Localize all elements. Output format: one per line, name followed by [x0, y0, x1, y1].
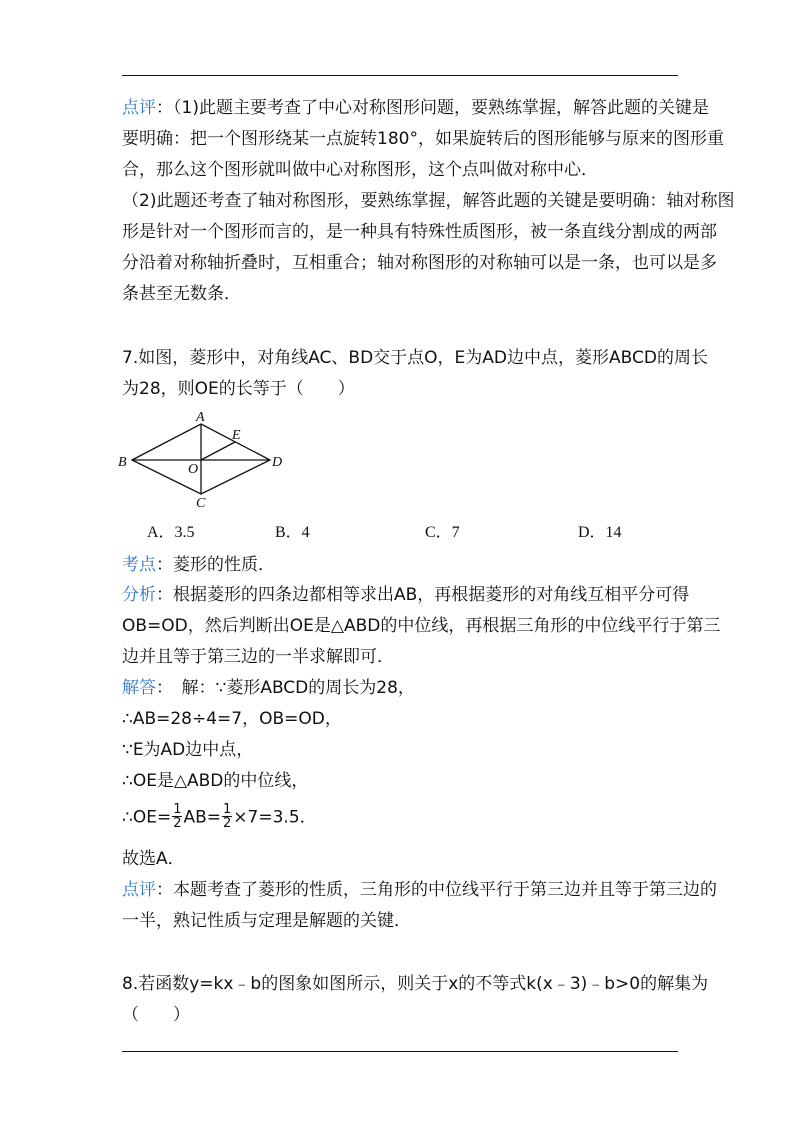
fraction-2: $\frac{1}{2}$ — [223, 802, 232, 831]
option-c: C．7 — [425, 524, 460, 541]
fenxi-line-3: 边并且等于第三边的一半求解即可． — [122, 647, 394, 667]
dianping-line-1: 点评：本题考查了菱形的性质，三角形的中位线平行于第三边并且等于第三边的 — [122, 880, 717, 900]
q8-stem-line-1: 8.若函数y=kx﹣b的图象如图所示，则关于x的不等式k(x﹣3)﹣b>0的解集为 — [122, 974, 709, 994]
review1-line-2: 要明确：把一个图形绕某一点旋转180°，如果旋转后的图形能够与原来的图形重 — [122, 129, 724, 149]
review1-line-4: （2)此题还考查了轴对称图形，要熟练掌握，解答此题的关键是要明确：轴对称图 — [122, 191, 735, 211]
segment-oe — [201, 442, 235, 460]
review1-line-1: 点评：（1)此题主要考查了中心对称图形问题，要熟练掌握，解答此题的关键是 — [122, 98, 709, 118]
label-o: O — [188, 462, 199, 477]
review1-line-5: 形是针对一个图形而言的，是一种具有特殊性质图形，被一条直线分割成的两部 — [122, 222, 717, 242]
q8-stem-line-2: （ ） — [122, 1005, 190, 1025]
label-a: A — [196, 410, 205, 425]
dianping-label: 点评 — [122, 880, 156, 900]
dianping-line-2: 一半，熟记性质与定理是解题的关键． — [122, 911, 411, 931]
jieda-line-3: ∵E为AD边中点， — [122, 740, 254, 760]
fenxi-line-2: OB=OD，然后判断出OE是△ABD的中位线，再根据三角形的中位线平行于第三 — [122, 616, 721, 636]
bottom-rule — [122, 1051, 678, 1052]
kaodian-label: 考点 — [122, 555, 156, 575]
review1-line-7: 条甚至无数条． — [122, 284, 241, 304]
label-b: B — [118, 455, 127, 470]
jieda-line-1: 解答： 解：∵菱形ABCD的周长为28， — [122, 678, 415, 698]
fenxi-line-1: 分析：根据菱形的四条边都相等求出AB，再根据菱形的对角线互相平分可得 — [122, 585, 690, 605]
kaodian-line: 考点：菱形的性质． — [122, 555, 275, 575]
label-e: E — [232, 428, 241, 443]
label-d: D — [272, 455, 283, 470]
jieda-conclusion: 故选A． — [122, 849, 185, 869]
review1-line-6: 分沿着对称轴折叠时，互相重合；轴对称图形的对称轴可以是一条，也可以是多 — [122, 253, 717, 273]
jieda-line-2: ∴AB=28÷4=7，OB=OD， — [122, 709, 342, 729]
fenxi-label: 分析 — [122, 585, 156, 605]
fraction-1: $\frac{1}{2}$ — [173, 802, 182, 831]
option-d: D．14 — [578, 524, 622, 541]
option-b: B．4 — [275, 524, 310, 541]
jieda-line-4: ∴OE是△ABD的中位线， — [122, 771, 309, 791]
q7-stem-line-2: 为28，则OE的长等于（ ） — [122, 379, 355, 399]
rhombus-figure — [112, 410, 292, 510]
q7-stem-line-1: 7.如图，菱形中，对角线AC、BD交于点O，E为AD边中点，菱形ABCD的周长 — [122, 348, 708, 368]
top-rule — [122, 75, 678, 76]
option-a: A．3.5 — [147, 524, 195, 541]
review1-label: 点评 — [122, 98, 156, 118]
jieda-label: 解答 — [122, 678, 156, 698]
review1-line-3: 合，那么这个图形就叫做中心对称图形，这个点叫做对称中心． — [122, 160, 598, 180]
jieda-formula: ∴OE= $\frac{1}{2}$ AB= $\frac{1}{2}$ ×7=3.5． — [122, 802, 317, 831]
label-c: C — [196, 496, 206, 510]
